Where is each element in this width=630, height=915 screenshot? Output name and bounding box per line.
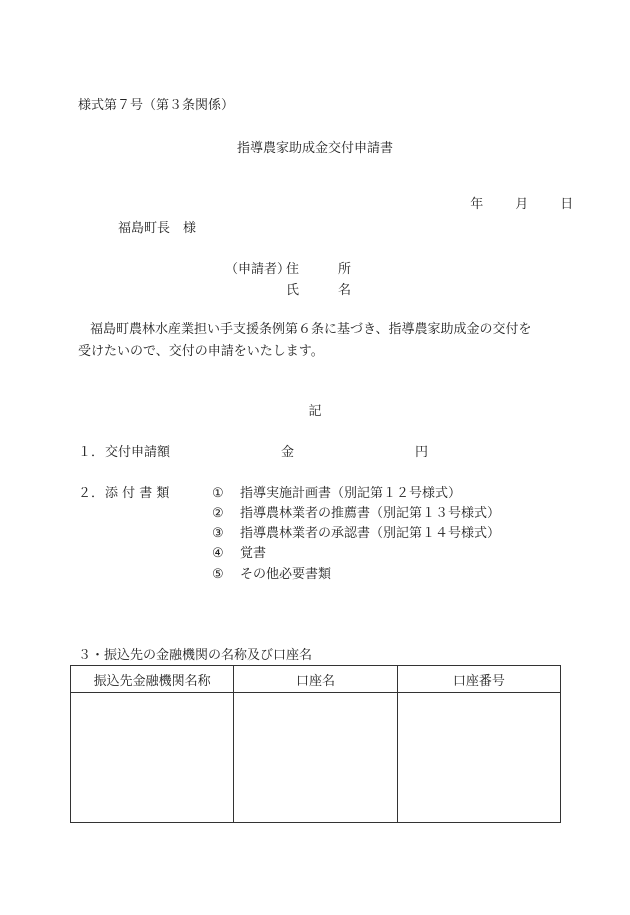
body-text-line-2: 受けたいので、交付の申請をいたします。 — [78, 344, 324, 359]
section-mark: 記 — [308, 404, 322, 419]
attachment-number: ④ — [212, 546, 224, 561]
bank-section-caption: ３・振込先の金融機関の名称及び口座名 — [78, 648, 313, 663]
attachment-text: 指導実施計画書（別記第１２号様式） — [240, 486, 462, 501]
column-header-account-number: 口座番号 — [397, 666, 560, 693]
item-1-label: 交付申請額 — [105, 445, 171, 460]
attachment-number: ③ — [212, 526, 224, 541]
body-text-line-1: 福島町農林水産業担い手支援条例第６条に基づき、指導農家助成金の交付を — [90, 322, 532, 337]
attachment-text: その他必要書類 — [240, 567, 332, 582]
page-title: 指導農家助成金交付申請書 — [236, 141, 393, 156]
address-label: 住 所 — [286, 262, 352, 277]
item-2-label: 添 付 書 類 — [105, 486, 170, 501]
table-header-row — [71, 666, 561, 693]
account-name-cell[interactable] — [234, 693, 397, 823]
column-header-bank-name: 振込先金融機関名称 — [71, 666, 234, 693]
date-line — [462, 181, 573, 213]
attachment-text: 指導農林業者の承認書（別記第１４号様式） — [240, 526, 501, 541]
account-number-cell[interactable] — [397, 693, 560, 823]
item-1-number: １． — [78, 445, 105, 460]
attachment-number: ① — [212, 486, 224, 501]
date-month: 月 — [515, 197, 529, 212]
name-label: 氏 名 — [286, 283, 352, 298]
attachment-number: ⑤ — [212, 567, 224, 582]
bank-name-cell[interactable] — [71, 693, 234, 823]
table-row — [71, 693, 561, 823]
amount-prefix: 金 — [281, 445, 295, 460]
bank-account-table — [70, 665, 561, 823]
form-number: 様式第７号（第３条関係） — [78, 98, 235, 113]
currency-unit: 円 — [415, 445, 429, 460]
addressee: 福島町長 様 — [118, 221, 197, 236]
applicant-role: （申請者） — [225, 262, 291, 277]
item-2-number: ２． — [78, 486, 105, 501]
attachment-number: ② — [212, 506, 224, 521]
date-day: 日 — [560, 197, 574, 212]
attachment-text: 覚書 — [240, 546, 267, 561]
date-year: 年 — [470, 197, 484, 212]
column-header-account-name: 口座名 — [234, 666, 397, 693]
attachment-text: 指導農林業者の推薦書（別記第１３号様式） — [240, 506, 501, 521]
